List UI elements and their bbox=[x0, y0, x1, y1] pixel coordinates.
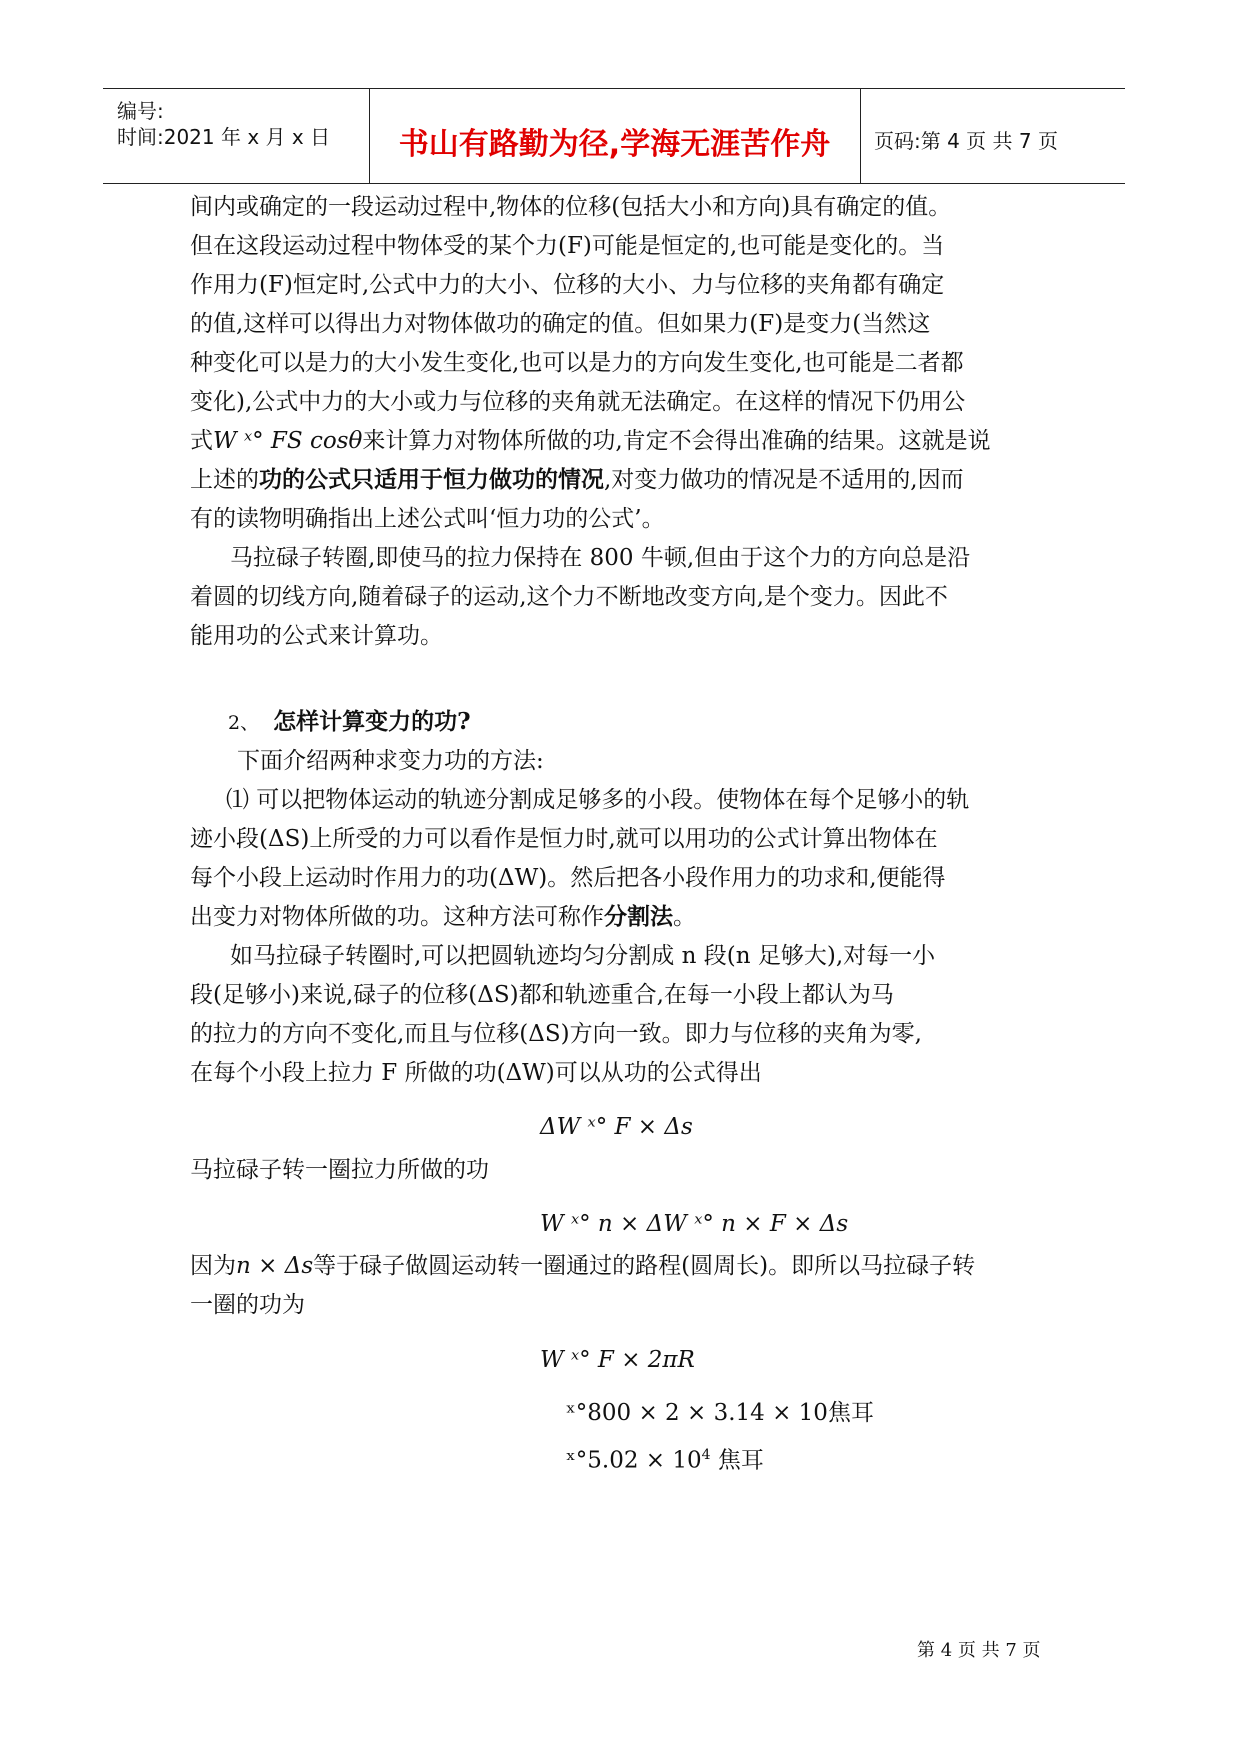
document-code-label: 编号: bbox=[117, 99, 164, 123]
text-line: 每个小段上运动时作用力的功(ΔW)。然后把各小段作用力的功求和,便能得 bbox=[190, 865, 946, 891]
page-footer: 第 4 页 共 7 页 bbox=[917, 1640, 1041, 1661]
text-line: 马拉碌子转圈,即使马的拉力保持在 800 牛顿,但由于这个力的方向总是沿 bbox=[230, 545, 971, 571]
text-line: 如马拉碌子转圈时,可以把圆轨迹均匀分割成 n 段(n 足够大),对每一小 bbox=[230, 943, 936, 969]
text-line: 有的读物明确指出上述公式叫‘恒力功的公式’。 bbox=[190, 506, 665, 532]
text-line: 的值,这样可以得出力对物体做功的确定的值。但如果力(F)是变力(当然这 bbox=[190, 311, 931, 337]
exponent: 4 bbox=[701, 1447, 711, 1463]
text-line: 的拉力的方向不变化,而且与位移(ΔS)方向一致。即力与位移的夹角为零, bbox=[190, 1021, 922, 1047]
emphasis-text: 功的公式只适用于恒力做功的情况 bbox=[259, 466, 604, 493]
text-span: 。 bbox=[673, 904, 696, 930]
text-line: 着圆的切线方向,随着碌子的运动,这个力不断地改变方向,是个变力。因此不 bbox=[190, 584, 948, 610]
emphasis-text: 分割法 bbox=[604, 903, 673, 930]
text-line: 变化),公式中力的大小或力与位移的夹角就无法确定。在这样的情况下仍用公 bbox=[190, 389, 966, 415]
text-span: 上述的 bbox=[190, 467, 259, 493]
text-line: 种变化可以是力的大小发生变化,也可以是力的方向发生变化,也可能是二者都 bbox=[190, 350, 964, 376]
text-span: 来计算力对物体所做的功,肯定不会得出准确的结果。这就是说 bbox=[362, 428, 991, 454]
header-table bbox=[103, 88, 1125, 184]
text-line: 在每个小段上拉力 F 所做的功(ΔW)可以从功的公式得出 bbox=[190, 1060, 762, 1086]
text-span: 因为 bbox=[190, 1253, 236, 1279]
text-line: 能用功的公式来计算功。 bbox=[190, 623, 443, 649]
inline-formula: n × Δs bbox=[236, 1253, 314, 1279]
section-heading bbox=[228, 707, 471, 738]
header-motto: 书山有路勤为径,学海无涯苦作舟 bbox=[398, 127, 831, 162]
text-span: ˣ°5.02 × 10 bbox=[566, 1447, 702, 1474]
text-line: 迹小段(ΔS)上所受的力可以看作是恒力时,就可以用功的公式计算出物体在 bbox=[190, 826, 938, 852]
text-line: 下面介绍两种求变力功的方法: bbox=[237, 748, 544, 774]
text-span: 等于碌子做圆运动转一圈通过的路程(圆周长)。即所以马拉碌子转 bbox=[313, 1253, 976, 1279]
text-line: 段(足够小)来说,碌子的位移(ΔS)都和轨迹重合,在每一小段上都认为马 bbox=[190, 982, 894, 1008]
text-line bbox=[190, 465, 964, 495]
section-title: 怎样计算变力的功? bbox=[273, 708, 471, 735]
text-line: 一圈的功为 bbox=[190, 1292, 305, 1318]
equation-1: ΔW ˣ° F × Δs bbox=[540, 1114, 693, 1140]
document-time-label: 时间:2021 年 x 月 x 日 bbox=[117, 125, 331, 149]
header-right-cell bbox=[860, 89, 1125, 183]
header-left-cell bbox=[103, 89, 370, 183]
text-line bbox=[190, 426, 991, 456]
equation-3: W ˣ° F × 2πR bbox=[540, 1347, 695, 1373]
text-line: ⑴ 可以把物体运动的轨迹分割成足够多的小段。使物体在每个足够小的轨 bbox=[226, 787, 970, 813]
inline-formula: W ˣ° FS cosθ bbox=[213, 428, 363, 454]
section-number: 2、 bbox=[228, 712, 260, 734]
text-span: 出变力对物体所做的功。这种方法可称作 bbox=[190, 904, 604, 930]
equation-4: ˣ°800 × 2 × 3.14 × 10焦耳 bbox=[566, 1400, 874, 1426]
text-line: 间内或确定的一段运动过程中,物体的位移(包括大小和方向)具有确定的值。 bbox=[190, 194, 952, 220]
text-line: 马拉碌子转一圈拉力所做的功 bbox=[190, 1157, 489, 1183]
header-page-number: 页码:第 4 页 共 7 页 bbox=[874, 129, 1058, 153]
text-line bbox=[190, 902, 696, 932]
header-center-cell bbox=[369, 89, 861, 183]
text-span: ,对变力做功的情况是不适用的,因而 bbox=[604, 467, 964, 493]
text-line bbox=[190, 1251, 975, 1281]
text-line: 但在这段运动过程中物体受的某个力(F)可能是恒定的,也可能是变化的。当 bbox=[190, 233, 945, 259]
equation-5 bbox=[566, 1440, 764, 1476]
equation-2: W ˣ° n × ΔW ˣ° n × F × Δs bbox=[540, 1211, 849, 1237]
text-line: 作用力(F)恒定时,公式中力的大小、位移的大小、力与位移的夹角都有确定 bbox=[190, 272, 945, 298]
text-span: 焦耳 bbox=[710, 1447, 764, 1474]
text-span: 式 bbox=[190, 428, 213, 454]
